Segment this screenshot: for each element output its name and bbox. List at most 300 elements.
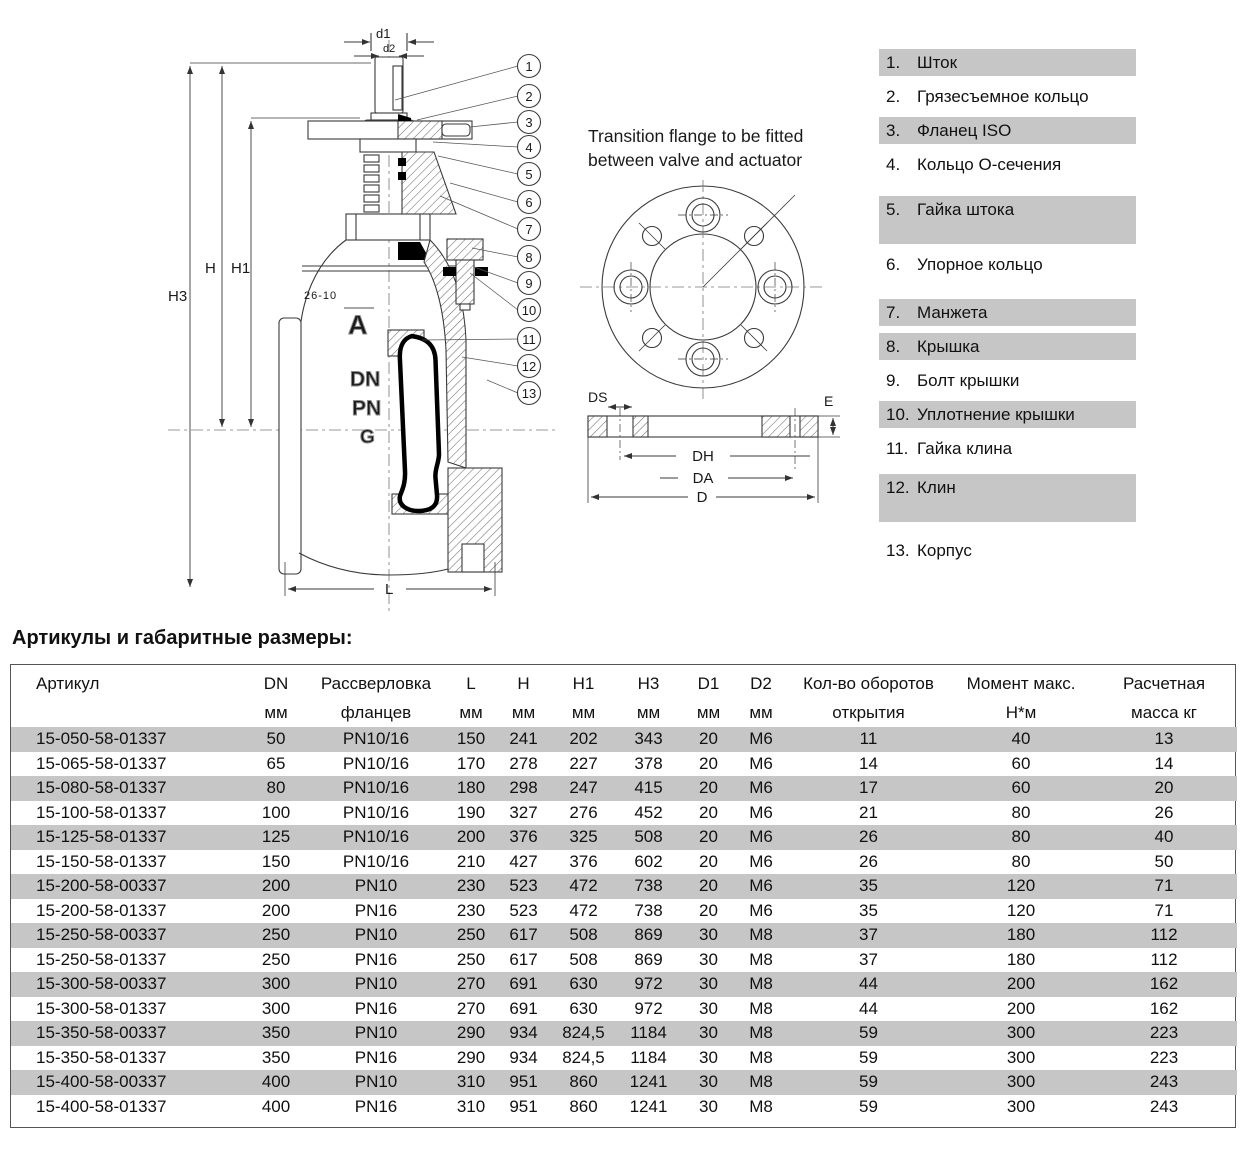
dim-label-d1: d1 xyxy=(376,26,391,41)
legend-item-number: 6. xyxy=(886,254,901,274)
cell-mass: 243 xyxy=(1149,1072,1179,1091)
cell-l: 230 xyxy=(456,900,486,920)
table-row xyxy=(11,997,1237,1022)
table-row xyxy=(11,752,1237,777)
cell-torque: 80 xyxy=(1011,851,1031,871)
cell-mass: 71 xyxy=(1154,900,1174,920)
legend-item-label: Гайка клина xyxy=(917,438,1013,458)
parts-legend xyxy=(879,49,1136,564)
cell-d2: M6 xyxy=(749,729,773,748)
cell-h: 523 xyxy=(509,876,538,895)
table-row xyxy=(11,825,1237,850)
cell-dn: 400 xyxy=(261,1096,291,1116)
cell-article: 15-350-58-00337 xyxy=(36,1023,167,1042)
dim-label-l: L xyxy=(385,581,394,598)
cell-h: 427 xyxy=(509,851,538,871)
cell-d2: M8 xyxy=(749,949,773,969)
cell-drilling: PN10 xyxy=(354,974,398,993)
cell-torque: 120 xyxy=(1006,876,1036,895)
legend-item-number: 10. xyxy=(886,404,910,424)
table-row xyxy=(11,874,1237,899)
cell-h: 327 xyxy=(509,802,538,822)
cell-d2: M6 xyxy=(749,876,773,895)
cell-dn: 50 xyxy=(266,729,286,748)
cell-torque: 180 xyxy=(1006,949,1036,969)
cell-turns: 59 xyxy=(859,1023,878,1042)
cell-d2: M8 xyxy=(749,998,773,1018)
cell-l: 250 xyxy=(456,949,486,969)
mark-cast-number: 26-10 xyxy=(304,290,338,302)
cell-h3: 602 xyxy=(634,851,663,871)
cell-torque: 180 xyxy=(1006,925,1036,944)
cell-article: 15-300-58-00337 xyxy=(36,974,167,993)
legend-item-12 xyxy=(879,474,1136,522)
cell-d2: M8 xyxy=(749,1047,773,1067)
cell-h: 523 xyxy=(509,900,538,920)
cell-h1: 860 xyxy=(569,1096,598,1116)
legend-item-5 xyxy=(879,196,1136,244)
cell-h: 934 xyxy=(509,1047,538,1067)
legend-item-6 xyxy=(879,251,1136,278)
cell-h1: 508 xyxy=(569,925,598,944)
cell-mass: 243 xyxy=(1149,1096,1179,1116)
legend-item-label: Крышка xyxy=(917,336,980,356)
dim-e xyxy=(818,393,840,437)
cell-turns: 44 xyxy=(859,974,878,993)
cell-d2: M8 xyxy=(749,1096,773,1116)
cell-d2: M8 xyxy=(749,1023,773,1042)
cell-mass: 223 xyxy=(1149,1023,1179,1042)
legend-item-label: Фланец ISO xyxy=(917,120,1012,140)
cell-d1: 20 xyxy=(699,827,718,846)
callout-balloons xyxy=(518,55,541,405)
cell-dn: 250 xyxy=(261,949,291,969)
cell-drilling: PN16 xyxy=(354,1096,398,1116)
cell-l: 170 xyxy=(456,753,486,773)
cell-h3: 869 xyxy=(634,949,663,969)
cell-dn: 400 xyxy=(261,1072,291,1091)
cell-l: 290 xyxy=(456,1023,486,1042)
legend-item-label: Грязесъемное кольцо xyxy=(917,86,1089,106)
cell-l: 210 xyxy=(456,851,486,871)
cell-h: 298 xyxy=(509,778,538,797)
cell-mass: 40 xyxy=(1154,827,1174,846)
cell-h1: 508 xyxy=(569,949,598,969)
legend-item-1 xyxy=(879,49,1136,76)
table-row xyxy=(11,923,1237,948)
cell-d1: 30 xyxy=(699,925,718,944)
legend-item-label: Шток xyxy=(917,52,958,72)
table-row xyxy=(11,1070,1237,1095)
legend-item-11 xyxy=(879,435,1136,462)
cell-d1: 30 xyxy=(699,949,718,969)
spec-table xyxy=(11,665,1237,1119)
cell-drilling: PN16 xyxy=(354,900,398,920)
cell-article: 15-400-58-01337 xyxy=(36,1096,167,1116)
cell-dn: 125 xyxy=(261,827,291,846)
spec-table-header xyxy=(11,665,1237,727)
cell-turns: 14 xyxy=(859,753,878,773)
cell-h3: 415 xyxy=(634,778,663,797)
cell-turns: 17 xyxy=(859,778,878,797)
cell-h3: 1241 xyxy=(629,1096,668,1116)
legend-item-number: 5. xyxy=(886,200,901,219)
cell-h3: 738 xyxy=(634,900,663,920)
cell-torque: 80 xyxy=(1011,827,1031,846)
cell-turns: 11 xyxy=(859,729,878,748)
cell-torque: 60 xyxy=(1011,753,1031,773)
table-row xyxy=(11,727,1237,752)
table-row xyxy=(11,1095,1237,1120)
cell-h3: 738 xyxy=(634,876,663,895)
cell-dn: 150 xyxy=(261,851,291,871)
table-row xyxy=(11,899,1237,924)
transition-flange-drawing xyxy=(580,126,840,506)
cell-dn: 300 xyxy=(261,998,291,1018)
cell-article: 15-080-58-01337 xyxy=(36,778,167,797)
cell-d1: 20 xyxy=(699,900,718,920)
cell-torque: 200 xyxy=(1006,998,1036,1018)
cell-turns: 44 xyxy=(859,998,878,1018)
legend-item-number: 2. xyxy=(886,86,901,106)
cell-h1: 376 xyxy=(569,851,598,871)
valve-bonnet xyxy=(302,139,468,271)
flange-caption-line1: Transition flange to be fitted xyxy=(588,126,804,146)
cell-h1: 247 xyxy=(569,778,598,797)
cell-h1: 202 xyxy=(569,729,598,748)
cell-d2: M6 xyxy=(749,778,773,797)
cell-h3: 869 xyxy=(634,925,663,944)
cell-turns: 59 xyxy=(859,1072,878,1091)
col-header-mass: Расчетная масса кг xyxy=(1122,674,1206,722)
cell-h3: 343 xyxy=(634,729,663,748)
cell-dn: 350 xyxy=(261,1047,291,1067)
cell-torque: 120 xyxy=(1006,900,1036,920)
cell-drilling: PN16 xyxy=(354,998,398,1018)
cell-l: 250 xyxy=(456,925,486,944)
legend-item-number: 13. xyxy=(886,540,910,560)
cell-article: 15-250-58-00337 xyxy=(36,925,167,944)
cell-l: 290 xyxy=(456,1047,486,1067)
col-header-d1: D1 мм xyxy=(696,674,721,722)
cell-torque: 40 xyxy=(1011,729,1031,748)
cell-drilling: PN16 xyxy=(354,949,398,969)
cell-h1: 227 xyxy=(569,753,598,773)
legend-item-9 xyxy=(879,367,1136,394)
dim-label-dh: DH xyxy=(692,448,714,465)
legend-item-label: Гайка штока xyxy=(917,200,1015,219)
cell-drilling: PN10 xyxy=(354,925,398,944)
table-row xyxy=(11,801,1237,826)
dim-label-h1: H1 xyxy=(231,260,251,277)
cell-mass: 14 xyxy=(1154,753,1174,773)
callout-2: 2 xyxy=(525,89,533,104)
table-title: Артикулы и габаритные размеры: xyxy=(12,627,353,649)
cell-h: 951 xyxy=(509,1072,538,1091)
cell-h: 241 xyxy=(509,729,538,748)
legend-item-8 xyxy=(879,333,1136,360)
cell-drilling: PN10/16 xyxy=(342,729,410,748)
cell-h1: 824,5 xyxy=(562,1047,605,1067)
cell-d1: 30 xyxy=(699,1023,718,1042)
col-header-d2: D2 мм xyxy=(749,674,773,722)
cell-h: 691 xyxy=(509,974,538,993)
callout-7: 7 xyxy=(525,222,533,237)
cell-d2: M8 xyxy=(749,1072,773,1091)
cell-article: 15-100-58-01337 xyxy=(36,802,167,822)
cell-d1: 20 xyxy=(699,802,718,822)
dim-label-d2: d2 xyxy=(383,43,396,55)
cell-torque: 200 xyxy=(1006,974,1036,993)
cell-d2: M6 xyxy=(749,753,773,773)
cell-h1: 276 xyxy=(569,802,598,822)
cell-h3: 1241 xyxy=(629,1072,668,1091)
cell-mass: 112 xyxy=(1150,925,1178,944)
cell-mass: 20 xyxy=(1154,778,1174,797)
valve-body-markings xyxy=(304,290,381,448)
cell-d1: 20 xyxy=(699,851,718,871)
cell-mass: 223 xyxy=(1149,1047,1179,1067)
cell-torque: 300 xyxy=(1006,1023,1036,1042)
cell-d2: M8 xyxy=(749,974,773,993)
cell-l: 310 xyxy=(456,1072,486,1091)
dim-label-e: E xyxy=(824,393,834,409)
dim-dh xyxy=(624,448,810,465)
cell-h1: 472 xyxy=(569,900,598,920)
cell-dn: 80 xyxy=(266,778,286,797)
legend-item-number: 9. xyxy=(886,370,901,390)
cell-h: 617 xyxy=(509,925,538,944)
col-header-h1: H1 мм xyxy=(571,674,596,722)
callout-9: 9 xyxy=(525,276,533,291)
cell-mass: 162 xyxy=(1149,974,1179,993)
cell-mass: 112 xyxy=(1150,949,1178,969)
cell-d1: 30 xyxy=(699,1072,718,1091)
cell-article: 15-200-58-00337 xyxy=(36,876,167,895)
dim-da xyxy=(660,470,793,487)
cell-h1: 325 xyxy=(569,827,598,846)
legend-item-7 xyxy=(879,299,1136,326)
cell-article: 15-150-58-01337 xyxy=(36,851,167,871)
mark-logo: A xyxy=(348,310,368,340)
cell-article: 15-300-58-01337 xyxy=(36,998,167,1018)
callout-5: 5 xyxy=(525,167,533,182)
cell-l: 310 xyxy=(456,1096,486,1116)
cell-h: 934 xyxy=(509,1023,538,1042)
legend-item-label: Упорное кольцо xyxy=(917,254,1043,274)
cell-h1: 630 xyxy=(569,998,598,1018)
legend-item-number: 11. xyxy=(886,438,909,458)
cell-l: 200 xyxy=(456,827,486,846)
cell-turns: 21 xyxy=(859,802,878,822)
cell-drilling: PN10 xyxy=(354,1023,398,1042)
table-row xyxy=(11,948,1237,973)
col-header-dn: DN мм xyxy=(263,674,289,722)
cell-d1: 30 xyxy=(699,974,718,993)
cell-article: 15-125-58-01337 xyxy=(36,827,167,846)
legend-item-label: Кольцо О-сечения xyxy=(917,154,1062,174)
cell-mass: 26 xyxy=(1154,802,1174,822)
col-header-drilling: Рассверловка фланцев xyxy=(320,674,432,722)
cell-turns: 26 xyxy=(859,851,878,871)
legend-item-number: 8. xyxy=(886,336,901,356)
cell-d1: 20 xyxy=(699,778,718,797)
table-row xyxy=(11,850,1237,875)
cell-torque: 300 xyxy=(1006,1047,1036,1067)
legend-item-label: Уплотнение крышки xyxy=(917,404,1075,424)
cell-turns: 59 xyxy=(859,1096,878,1116)
cell-h3: 972 xyxy=(634,974,663,993)
cell-d2: M6 xyxy=(749,802,773,822)
legend-item-2 xyxy=(879,83,1136,110)
cell-turns: 37 xyxy=(859,925,878,944)
cell-d2: M6 xyxy=(749,851,773,871)
cell-d2: M6 xyxy=(749,827,773,846)
cell-l: 270 xyxy=(456,998,486,1018)
cell-drilling: PN10/16 xyxy=(342,802,410,822)
technical-drawing xyxy=(0,0,880,625)
col-header-article: Артикул xyxy=(36,674,100,693)
cell-dn: 100 xyxy=(261,802,291,822)
legend-item-label: Корпус xyxy=(917,540,972,560)
cell-h3: 1184 xyxy=(630,1047,667,1067)
cell-drilling: PN10/16 xyxy=(342,778,410,797)
cell-turns: 35 xyxy=(859,876,878,895)
cell-article: 15-350-58-01337 xyxy=(36,1047,167,1067)
cell-article: 15-050-58-01337 xyxy=(36,729,167,748)
callout-4: 4 xyxy=(525,140,533,155)
legend-item-label: Клин xyxy=(917,478,956,497)
cell-d2: M8 xyxy=(749,925,773,944)
callout-3: 3 xyxy=(525,115,533,130)
cell-h3: 972 xyxy=(634,998,663,1018)
cell-h1: 472 xyxy=(569,876,598,895)
valve-wedge xyxy=(400,336,439,511)
dim-label-d: D xyxy=(696,489,708,506)
cell-turns: 59 xyxy=(859,1047,878,1067)
cell-mass: 71 xyxy=(1154,876,1174,895)
col-header-h: H мм xyxy=(511,674,536,722)
dim-label-h3: H3 xyxy=(168,288,188,305)
cell-mass: 13 xyxy=(1154,729,1174,748)
callout-11: 11 xyxy=(522,332,536,347)
cell-drilling: PN10/16 xyxy=(342,753,410,773)
callout-13: 13 xyxy=(521,386,537,401)
cell-dn: 250 xyxy=(261,925,291,944)
dim-label-da: DA xyxy=(692,470,714,487)
cell-h: 691 xyxy=(509,998,538,1018)
legend-item-3 xyxy=(879,117,1136,144)
cell-h1: 630 xyxy=(569,974,598,993)
legend-item-number: 1. xyxy=(886,52,901,72)
dim-d2 xyxy=(354,43,424,56)
legend-item-13 xyxy=(879,537,1136,564)
cell-h3: 508 xyxy=(634,827,663,846)
cell-turns: 37 xyxy=(859,949,878,969)
cell-h: 617 xyxy=(509,949,538,969)
cell-h: 376 xyxy=(509,827,538,846)
legend-item-number: 7. xyxy=(886,302,901,322)
cell-drilling: PN10/16 xyxy=(342,827,410,846)
cell-dn: 300 xyxy=(261,974,291,993)
cell-dn: 65 xyxy=(266,753,286,773)
col-header-turns: Кол-во оборотов открытия xyxy=(803,674,934,722)
cell-torque: 60 xyxy=(1011,778,1031,797)
cell-h: 951 xyxy=(509,1096,538,1116)
cell-drilling: PN10 xyxy=(354,876,398,895)
mark-dn: DN xyxy=(350,368,381,391)
cell-h3: 452 xyxy=(634,802,663,822)
flange-front-view xyxy=(580,180,826,402)
dim-ds xyxy=(588,389,632,407)
callout-6: 6 xyxy=(525,195,533,210)
cell-article: 15-400-58-00337 xyxy=(36,1072,167,1091)
cell-dn: 200 xyxy=(261,900,291,920)
cell-d1: 30 xyxy=(699,1047,718,1067)
cell-torque: 300 xyxy=(1006,1096,1036,1116)
cell-article: 15-250-58-01337 xyxy=(36,949,167,969)
col-header-l: L мм xyxy=(459,674,483,722)
spec-table-body xyxy=(11,727,1237,1119)
table-row xyxy=(11,1046,1237,1071)
mark-pn: PN xyxy=(352,397,382,420)
callout-10: 10 xyxy=(521,303,537,318)
legend-item-number: 3. xyxy=(886,120,901,140)
cell-drilling: PN10 xyxy=(354,1072,398,1091)
cell-d1: 20 xyxy=(699,753,718,773)
dim-h1 xyxy=(231,121,251,427)
legend-item-number: 4. xyxy=(886,154,901,174)
table-row xyxy=(11,972,1237,997)
table-row xyxy=(11,776,1237,801)
cell-dn: 350 xyxy=(261,1023,291,1042)
cell-drilling: PN16 xyxy=(354,1047,398,1067)
legend-item-number: 12. xyxy=(886,478,910,497)
flange-caption-line2: between valve and actuator xyxy=(588,150,803,170)
dim-h3 xyxy=(168,66,190,587)
cell-article: 15-200-58-01337 xyxy=(36,900,167,920)
cell-h3: 1184 xyxy=(630,1023,667,1042)
cell-l: 150 xyxy=(456,729,486,748)
cell-d1: 20 xyxy=(699,876,718,895)
cell-h1: 824,5 xyxy=(562,1023,605,1042)
col-header-torque: Момент макс. Н*м xyxy=(966,674,1076,722)
col-header-h3: H3 мм xyxy=(636,674,661,722)
cell-d1: 20 xyxy=(699,729,718,748)
legend-item-label: Манжета xyxy=(917,302,988,322)
cell-mass: 162 xyxy=(1149,998,1179,1018)
valve-section-drawing xyxy=(168,26,556,612)
cell-mass: 50 xyxy=(1154,851,1174,871)
dim-label-ds: DS xyxy=(588,389,608,405)
cell-turns: 26 xyxy=(859,827,878,846)
legend-item-10 xyxy=(879,401,1136,428)
callout-8: 8 xyxy=(525,250,533,265)
cell-h: 278 xyxy=(509,753,538,773)
dim-label-h: H xyxy=(205,260,216,277)
cell-drilling: PN10/16 xyxy=(342,851,410,871)
spec-table-container xyxy=(10,664,1236,1128)
cell-d1: 30 xyxy=(699,998,718,1018)
cell-h1: 860 xyxy=(569,1072,598,1091)
cell-dn: 200 xyxy=(261,876,291,895)
cell-torque: 300 xyxy=(1006,1072,1036,1091)
legend-item-4 xyxy=(879,151,1136,178)
legend-item-label: Болт крышки xyxy=(917,370,1020,390)
cell-turns: 35 xyxy=(859,900,878,920)
cell-d2: M6 xyxy=(749,900,773,920)
cell-l: 270 xyxy=(456,974,486,993)
